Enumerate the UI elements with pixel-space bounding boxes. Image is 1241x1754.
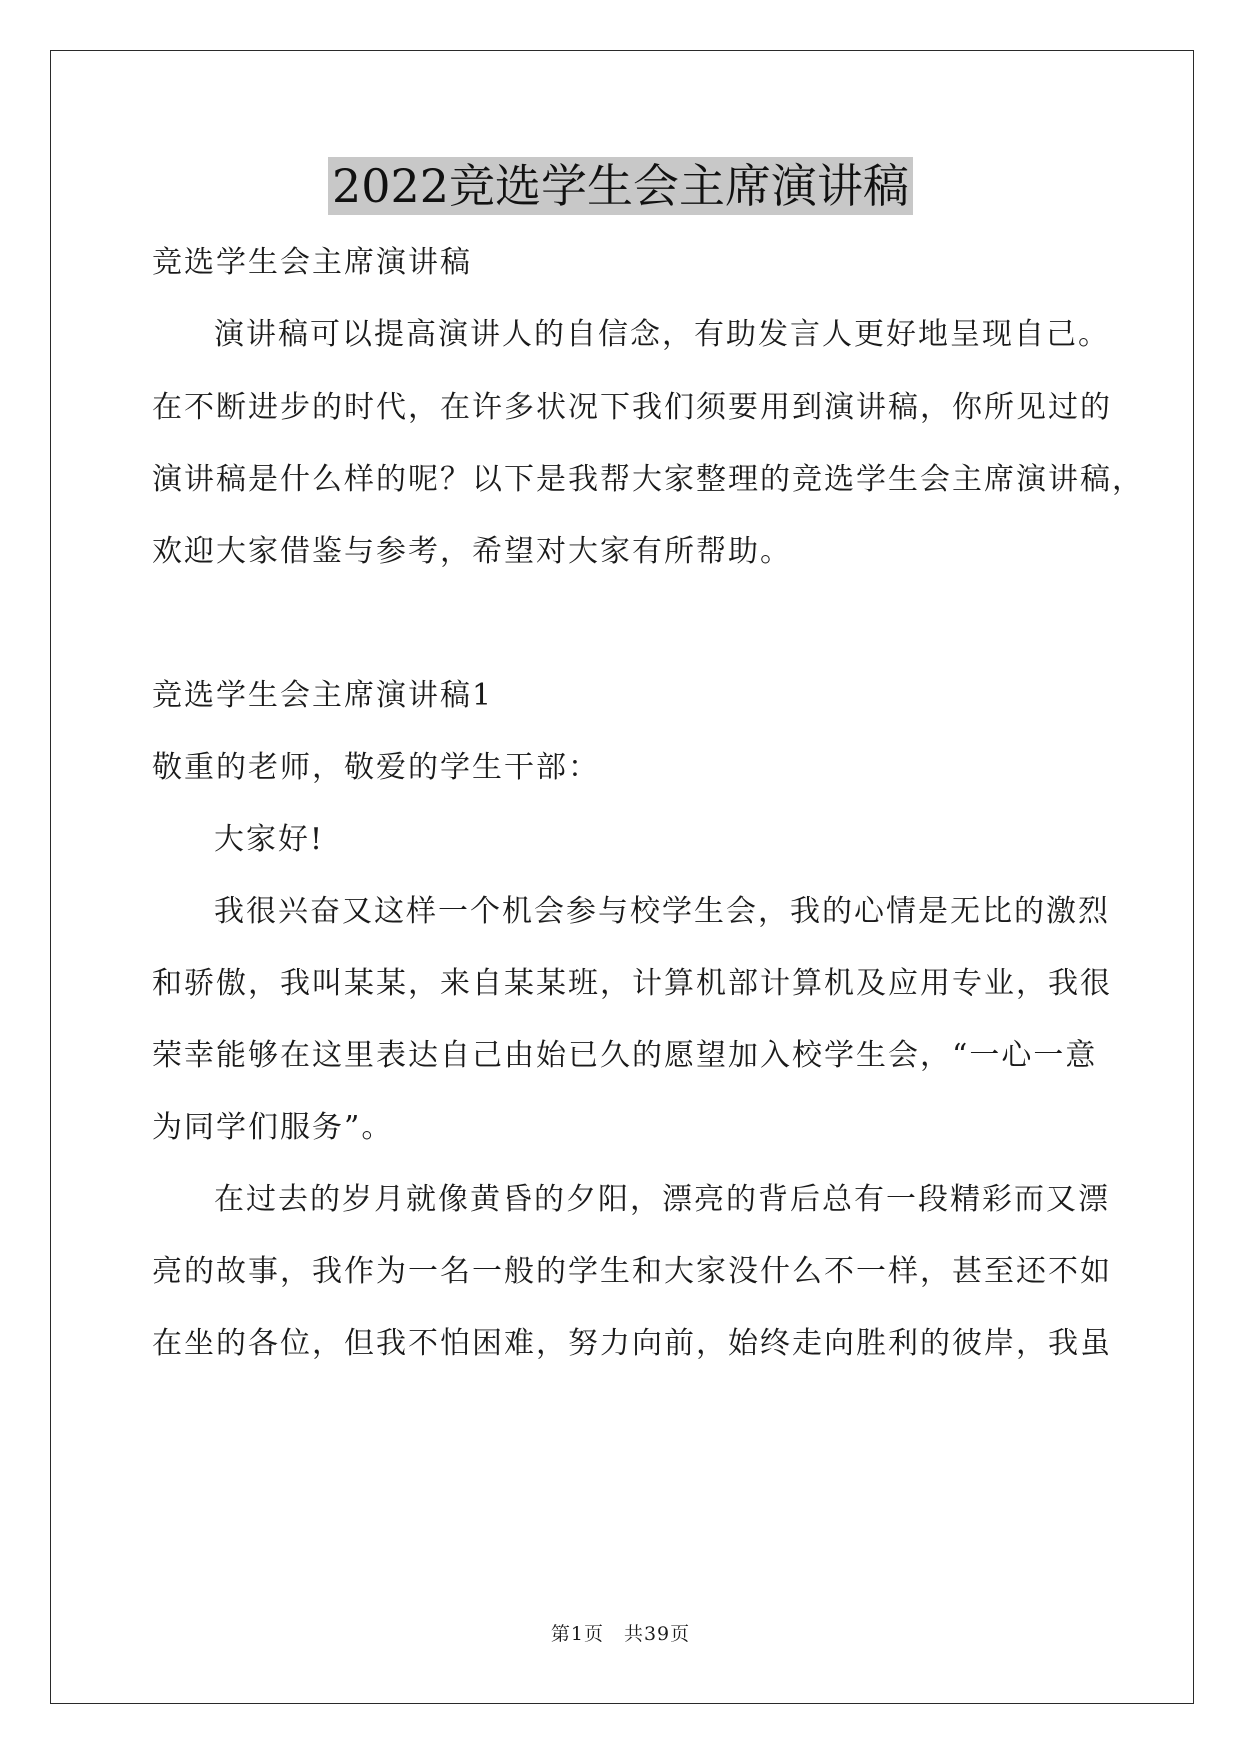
page-footer: 第1页 共39页 — [550, 1623, 691, 1645]
paragraph-line: 演讲稿是什么样的呢？以下是我帮大家整理的竞选学生会主席演讲稿， — [152, 462, 1144, 497]
paragraph-line: 为同学们服务”。 — [152, 1110, 394, 1145]
subtitle-line: 竞选学生会主席演讲稿 — [152, 245, 472, 280]
paragraph-line: 荣幸能够在这里表达自己由始已久的愿望加入校学生会，“一心一意 — [152, 1038, 1098, 1073]
paragraph-line: 欢迎大家借鉴与参考，希望对大家有所帮助。 — [152, 534, 792, 569]
salutation-line: 敬重的老师，敬爱的学生干部： — [152, 750, 600, 785]
paragraph-line: 我很兴奋又这样一个机会参与校学生会，我的心情是无比的激烈 — [214, 894, 1110, 929]
document-title: 2022竞选学生会主席演讲稿 — [328, 157, 913, 215]
paragraph-line: 在不断进步的时代，在许多状况下我们须要用到演讲稿，你所见过的 — [152, 390, 1112, 425]
title-container — [0, 157, 1241, 215]
section-heading: 竞选学生会主席演讲稿1 — [152, 678, 494, 713]
page-border — [50, 50, 1194, 1704]
paragraph-line: 和骄傲，我叫某某，来自某某班，计算机部计算机及应用专业，我很 — [152, 966, 1112, 1001]
paragraph-line: 演讲稿可以提高演讲人的自信念，有助发言人更好地呈现自己。 — [214, 317, 1110, 352]
paragraph-line: 在坐的各位，但我不怕困难，努力向前，始终走向胜利的彼岸，我虽 — [152, 1326, 1112, 1361]
paragraph-line: 在过去的岁月就像黄昏的夕阳，漂亮的背后总有一段精彩而又漂 — [214, 1182, 1110, 1217]
greeting-line: 大家好! — [214, 822, 325, 857]
paragraph-line: 亮的故事，我作为一名一般的学生和大家没什么不一样，甚至还不如 — [152, 1254, 1112, 1289]
